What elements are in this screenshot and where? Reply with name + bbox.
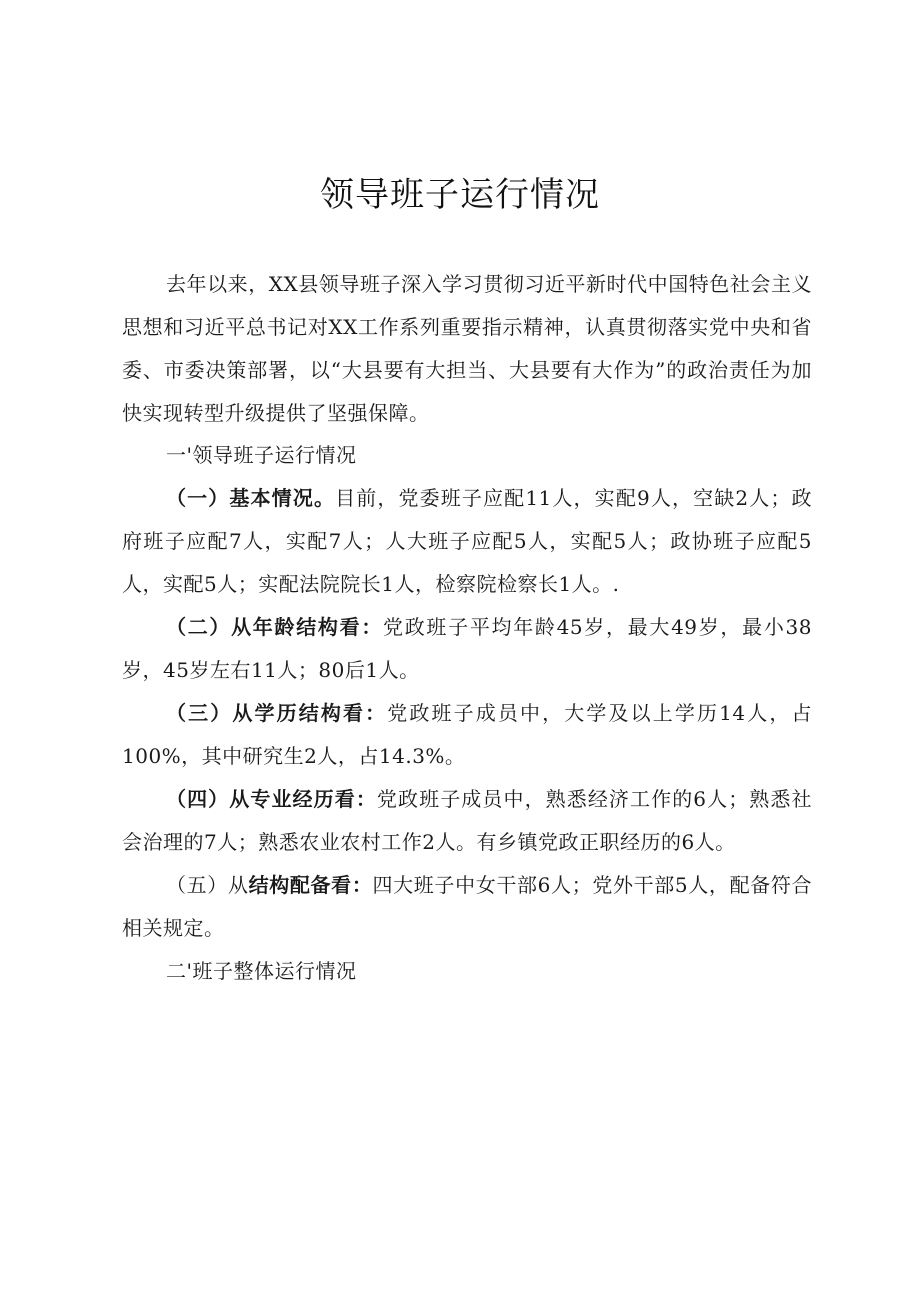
item-2-text: 党政班子平均年龄45岁，最大49岁，最小38岁，45岁左右11人；80后1人。 xyxy=(122,615,812,682)
section-1 xyxy=(122,434,812,477)
item-4-lead: （四）从专业经历看： xyxy=(166,787,377,811)
item-4-block xyxy=(122,778,812,864)
document-title: 领导班子运行情况 xyxy=(320,175,600,215)
item-3-block xyxy=(122,692,812,778)
item-5-text: 四大班子中女干部6人；党外干部5人，配备符合相关规定。 xyxy=(122,873,813,940)
item-1-lead: （一）基本情况。 xyxy=(166,486,336,510)
item-3-text: 党政班子成员中，大学及以上学历14人，占100%，其中研究生2人，占14.3%。 xyxy=(122,701,813,768)
item-5-lead: 结构配备看： xyxy=(248,873,373,897)
item-2-paragraph xyxy=(122,606,812,692)
section-2-heading: 二'班子整体运行情况 xyxy=(166,959,357,983)
item-1-paragraph xyxy=(122,477,812,606)
item-3-paragraph xyxy=(122,692,812,778)
item-5-paragraph xyxy=(122,864,812,950)
section-2 xyxy=(122,950,812,993)
item-1-block xyxy=(122,477,812,606)
item-1-text: 目前，党委班子应配11人，实配9人，空缺2人；政府班子应配7人，实配7人；人大班子应配5人，实配5人；政协班子应配5人，实配5人；实配法院院长1人，检察院检察长1人。. xyxy=(122,486,812,596)
item-2-block xyxy=(122,606,812,692)
item-4-paragraph xyxy=(122,778,812,864)
item-3-lead: （三）从学历结构看： xyxy=(166,701,388,725)
item-5-lead-plain: （五）从 xyxy=(166,873,249,897)
item-4-text: 党政班子成员中，熟悉经济工作的6人；熟悉社会治理的7人；熟悉农业农村工作2人。有乡镇党政正职经历的6人。 xyxy=(122,787,812,854)
intro-block xyxy=(122,263,812,435)
item-2-lead: （二）从年龄结构看： xyxy=(166,615,384,639)
item-5-block xyxy=(122,864,812,950)
intro-paragraph: 去年以来，XX县领导班子深入学习贯彻习近平新时代中国特色社会主义思想和习近平总书记对XX工作系列重要指示精神，认真贯彻落实党中央和省委、市委决策部署，以“大县要有大担当、大县要有大作为”的政治责任为加快实现转型升级提供了坚强保障。 xyxy=(122,272,812,425)
section-1-heading: 一'领导班子运行情况 xyxy=(166,443,357,467)
